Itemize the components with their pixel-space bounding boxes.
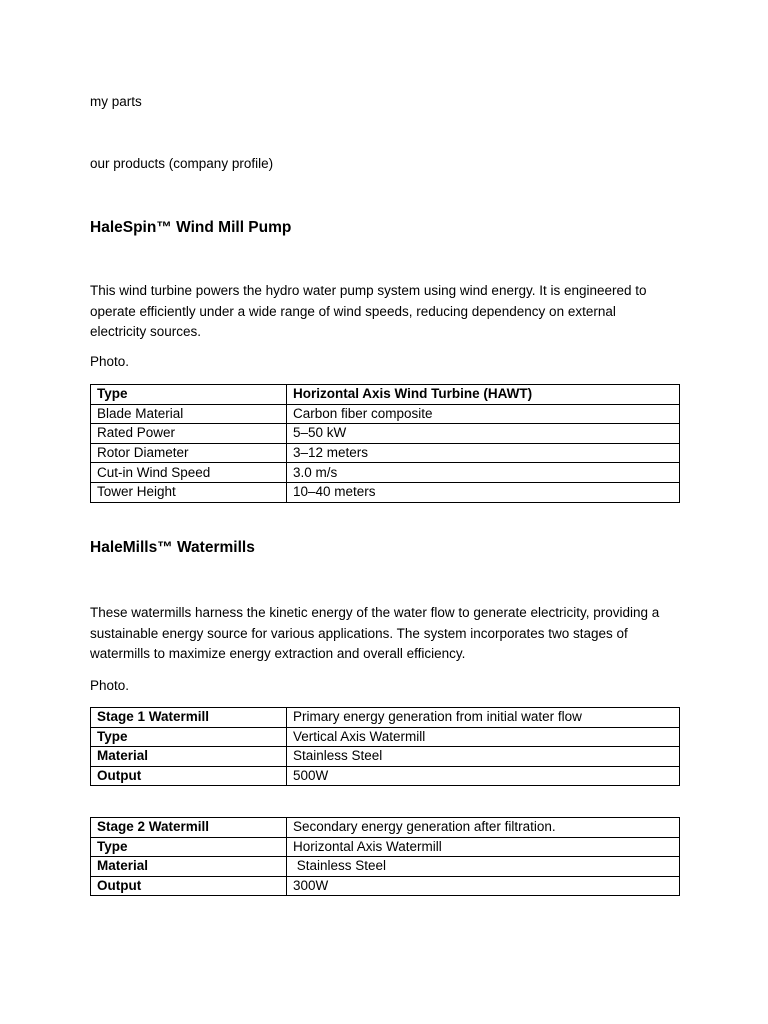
spec-table-stage1-watermill — [90, 707, 680, 786]
table-row — [91, 766, 680, 786]
table-row — [91, 727, 680, 747]
table-cell-value: 300W — [287, 876, 680, 896]
section-paragraph-halespin — [90, 281, 679, 343]
paragraph-line: watermills to maximize energy extraction and overall efficiency. — [90, 646, 466, 661]
table-cell-label: Type — [91, 385, 287, 405]
table-cell-value: Primary energy generation from initial water flow — [287, 708, 680, 728]
table-cell-label: Output — [91, 766, 287, 786]
table-row — [91, 747, 680, 767]
table-cell-value: Stainless Steel — [287, 857, 680, 877]
spec-table-stage2-watermill — [90, 817, 680, 896]
paragraph-line: operate efficiently under a wide range of wind speeds, reducing dependency on external — [90, 303, 616, 319]
paragraph-line: electricity sources. — [90, 324, 202, 339]
intro-line-company-profile: our products (company profile) — [90, 156, 274, 171]
table-cell-value: 3.0 m/s — [287, 463, 680, 483]
table-row — [91, 443, 680, 463]
paragraph-line: These watermills harness the kinetic energy of the water flow to generate electricity, providing a — [90, 605, 660, 620]
table-row — [91, 404, 680, 424]
table-row — [91, 857, 680, 877]
photo-placeholder-halemills: Photo. — [90, 678, 130, 693]
table-row — [91, 482, 680, 502]
table-cell-value: 3–12 meters — [287, 443, 680, 463]
table-row — [91, 708, 680, 728]
table-cell-label: Tower Height — [91, 482, 287, 502]
table-cell-value: 500W — [287, 766, 680, 786]
table-cell-value: Vertical Axis Watermill — [287, 727, 680, 747]
table-row — [91, 424, 680, 444]
spec-table-halespin — [90, 384, 680, 503]
table-cell-value: Carbon fiber composite — [287, 404, 680, 424]
paragraph-line: sustainable energy source for various applications. The system incorporates two stages of — [90, 625, 628, 641]
table-row — [91, 837, 680, 857]
table-cell-label: Stage 1 Watermill — [91, 708, 287, 728]
table-cell-value: Horizontal Axis Wind Turbine (HAWT) — [287, 385, 680, 405]
table-cell-value: 10–40 meters — [287, 482, 680, 502]
table-cell-label: Material — [91, 747, 287, 767]
table-cell-label: Output — [91, 876, 287, 896]
table-cell-label: Material — [91, 857, 287, 877]
table-cell-value: Secondary energy generation after filtration. — [287, 818, 680, 838]
table-row — [91, 876, 680, 896]
table-row — [91, 463, 680, 483]
section-title-halespin: HaleSpin™ Wind Mill Pump — [90, 219, 292, 236]
section-paragraph-halemills — [90, 603, 679, 665]
table-cell-value: Horizontal Axis Watermill — [287, 837, 680, 857]
table-cell-label: Blade Material — [91, 404, 287, 424]
photo-placeholder-halespin: Photo. — [90, 354, 130, 369]
table-cell-label: Cut-in Wind Speed — [91, 463, 287, 483]
paragraph-line: This wind turbine powers the hydro water pump system using wind energy. It is engineered to — [90, 283, 647, 298]
intro-line-my-parts: my parts — [90, 94, 142, 109]
table-cell-label: Rotor Diameter — [91, 443, 287, 463]
table-cell-label: Stage 2 Watermill — [91, 818, 287, 838]
table-cell-label: Type — [91, 837, 287, 857]
table-cell-label: Type — [91, 727, 287, 747]
section-title-halemills: HaleMills™ Watermills — [90, 539, 255, 556]
table-cell-value: Stainless Steel — [287, 747, 680, 767]
table-row — [91, 818, 680, 838]
table-cell-label: Rated Power — [91, 424, 287, 444]
table-cell-value: 5–50 kW — [287, 424, 680, 444]
table-row — [91, 385, 680, 405]
